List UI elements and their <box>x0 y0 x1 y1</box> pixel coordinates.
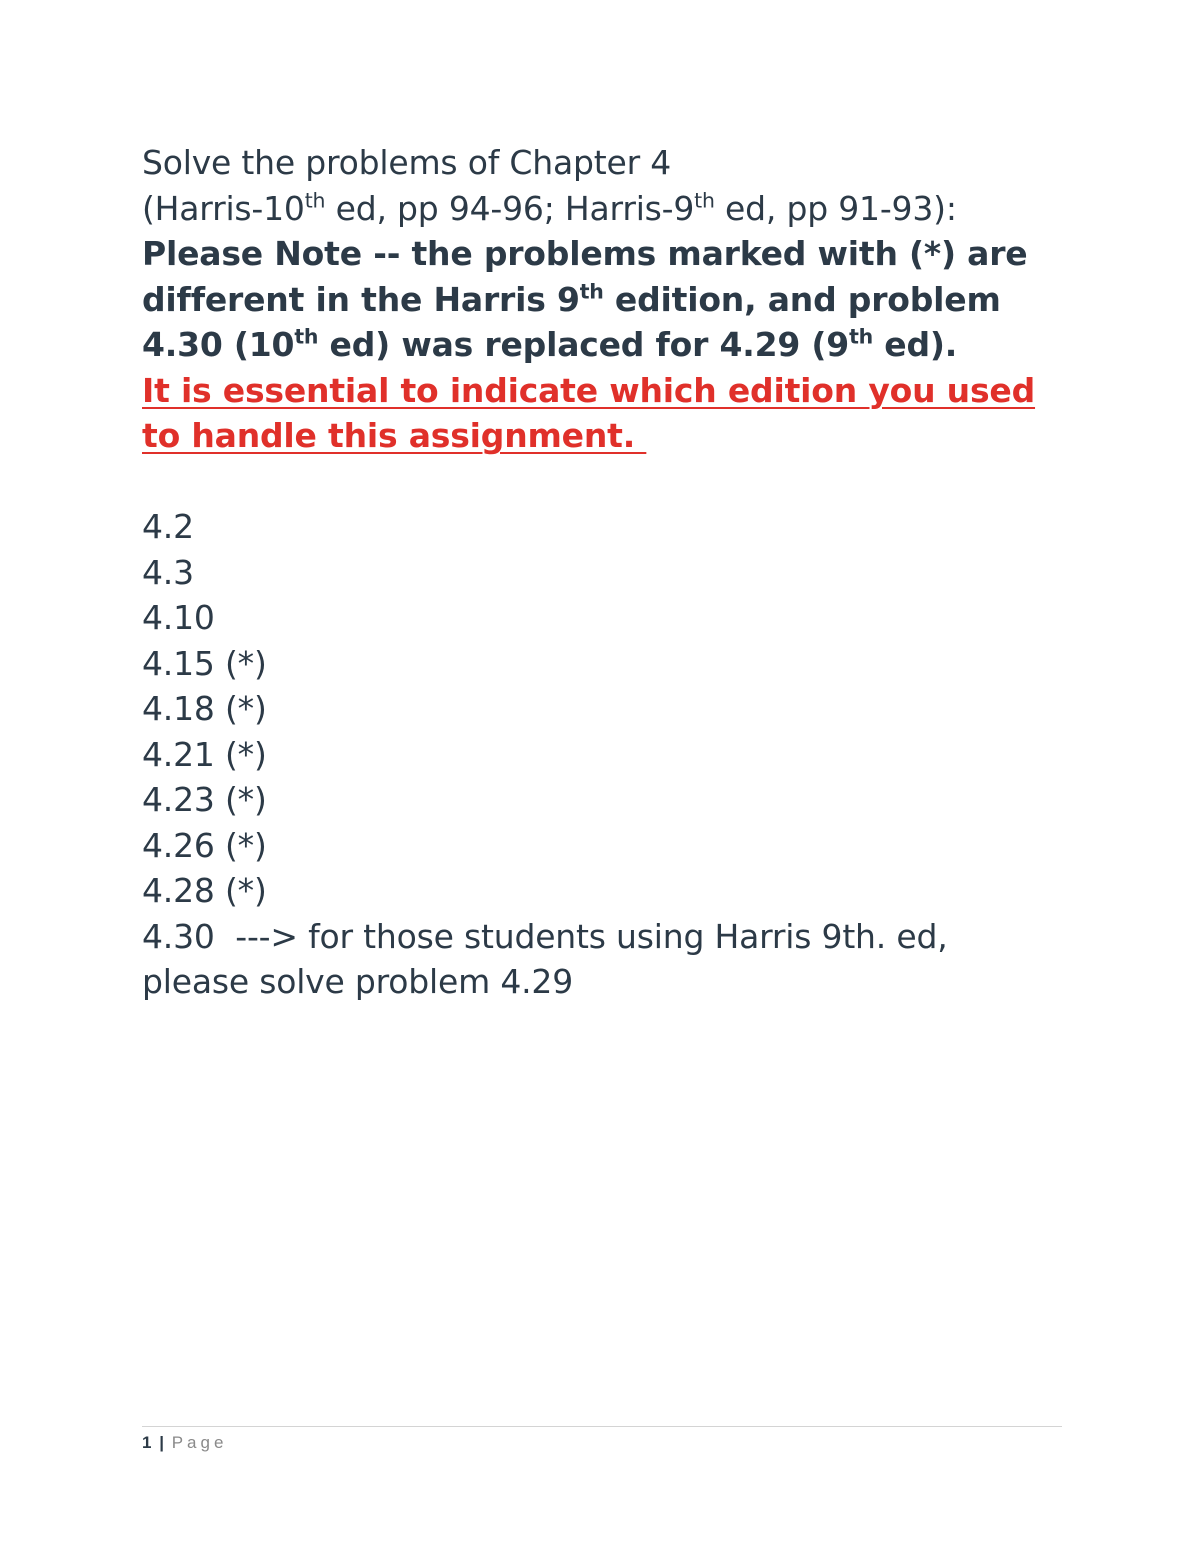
note-line-1: Please Note -- the problems marked with (*) are <box>142 234 1028 273</box>
intro-line-2-part-b: ed, pp 94-96; Harris-9 <box>325 188 695 228</box>
note-line-3-part-b: ed) was replaced for 4.29 (9 <box>318 325 850 364</box>
problem-item: 4.2 <box>142 507 194 546</box>
intro-line-1: Solve the problems of Chapter 4 <box>142 143 672 182</box>
superscript: th <box>849 324 873 349</box>
note-line-3-part-a: 4.30 (10 <box>142 325 295 364</box>
warning-line-2: to handle this assignment. <box>142 416 647 455</box>
superscript: th <box>694 187 715 212</box>
note-line-2-part-b: edition, and problem <box>603 279 1001 319</box>
superscript: th <box>579 278 604 303</box>
problem-item: 4.15 (*) <box>142 643 267 683</box>
footer-divider <box>142 1426 1062 1427</box>
footer-separator: | <box>159 1433 164 1452</box>
note-line-3 <box>142 322 1102 368</box>
problem-item: 4.26 (*) <box>142 825 267 865</box>
superscript: th <box>304 187 326 212</box>
blank-line <box>142 459 1102 505</box>
warning-line-2-wrap <box>142 413 1102 459</box>
problem-item: 4.21 (*) <box>142 734 267 774</box>
page-label: Page <box>171 1433 228 1452</box>
problem-item: 4.10 <box>142 598 215 637</box>
page-number: 1 <box>142 1433 152 1452</box>
problem-item: 4.3 <box>142 552 194 592</box>
intro-line-2 <box>142 186 1102 232</box>
last-problem-line-2: please solve problem 4.29 <box>142 962 574 1001</box>
note-line-2 <box>142 277 1102 323</box>
last-problem-line-1: 4.30 ---> for those students using Harris 9th. ed, <box>142 916 948 956</box>
warning-line-1: It is essential to indicate which edition you used <box>142 370 1036 410</box>
warning-line-1-wrap <box>142 368 1102 414</box>
document-body <box>142 140 1102 1005</box>
page-footer <box>142 1432 227 1454</box>
superscript: th <box>294 324 319 349</box>
note-line-2-part-a: different in the Harris 9 <box>142 279 580 319</box>
problem-item: 4.18 (*) <box>142 689 267 728</box>
problem-item: 4.23 (*) <box>142 780 267 819</box>
intro-line-2-part-a: (Harris-10 <box>142 188 305 228</box>
intro-line-2-part-c: ed, pp 91-93): <box>714 188 957 228</box>
note-line-3-part-c: ed). <box>872 325 958 364</box>
problem-item: 4.28 (*) <box>142 871 267 910</box>
